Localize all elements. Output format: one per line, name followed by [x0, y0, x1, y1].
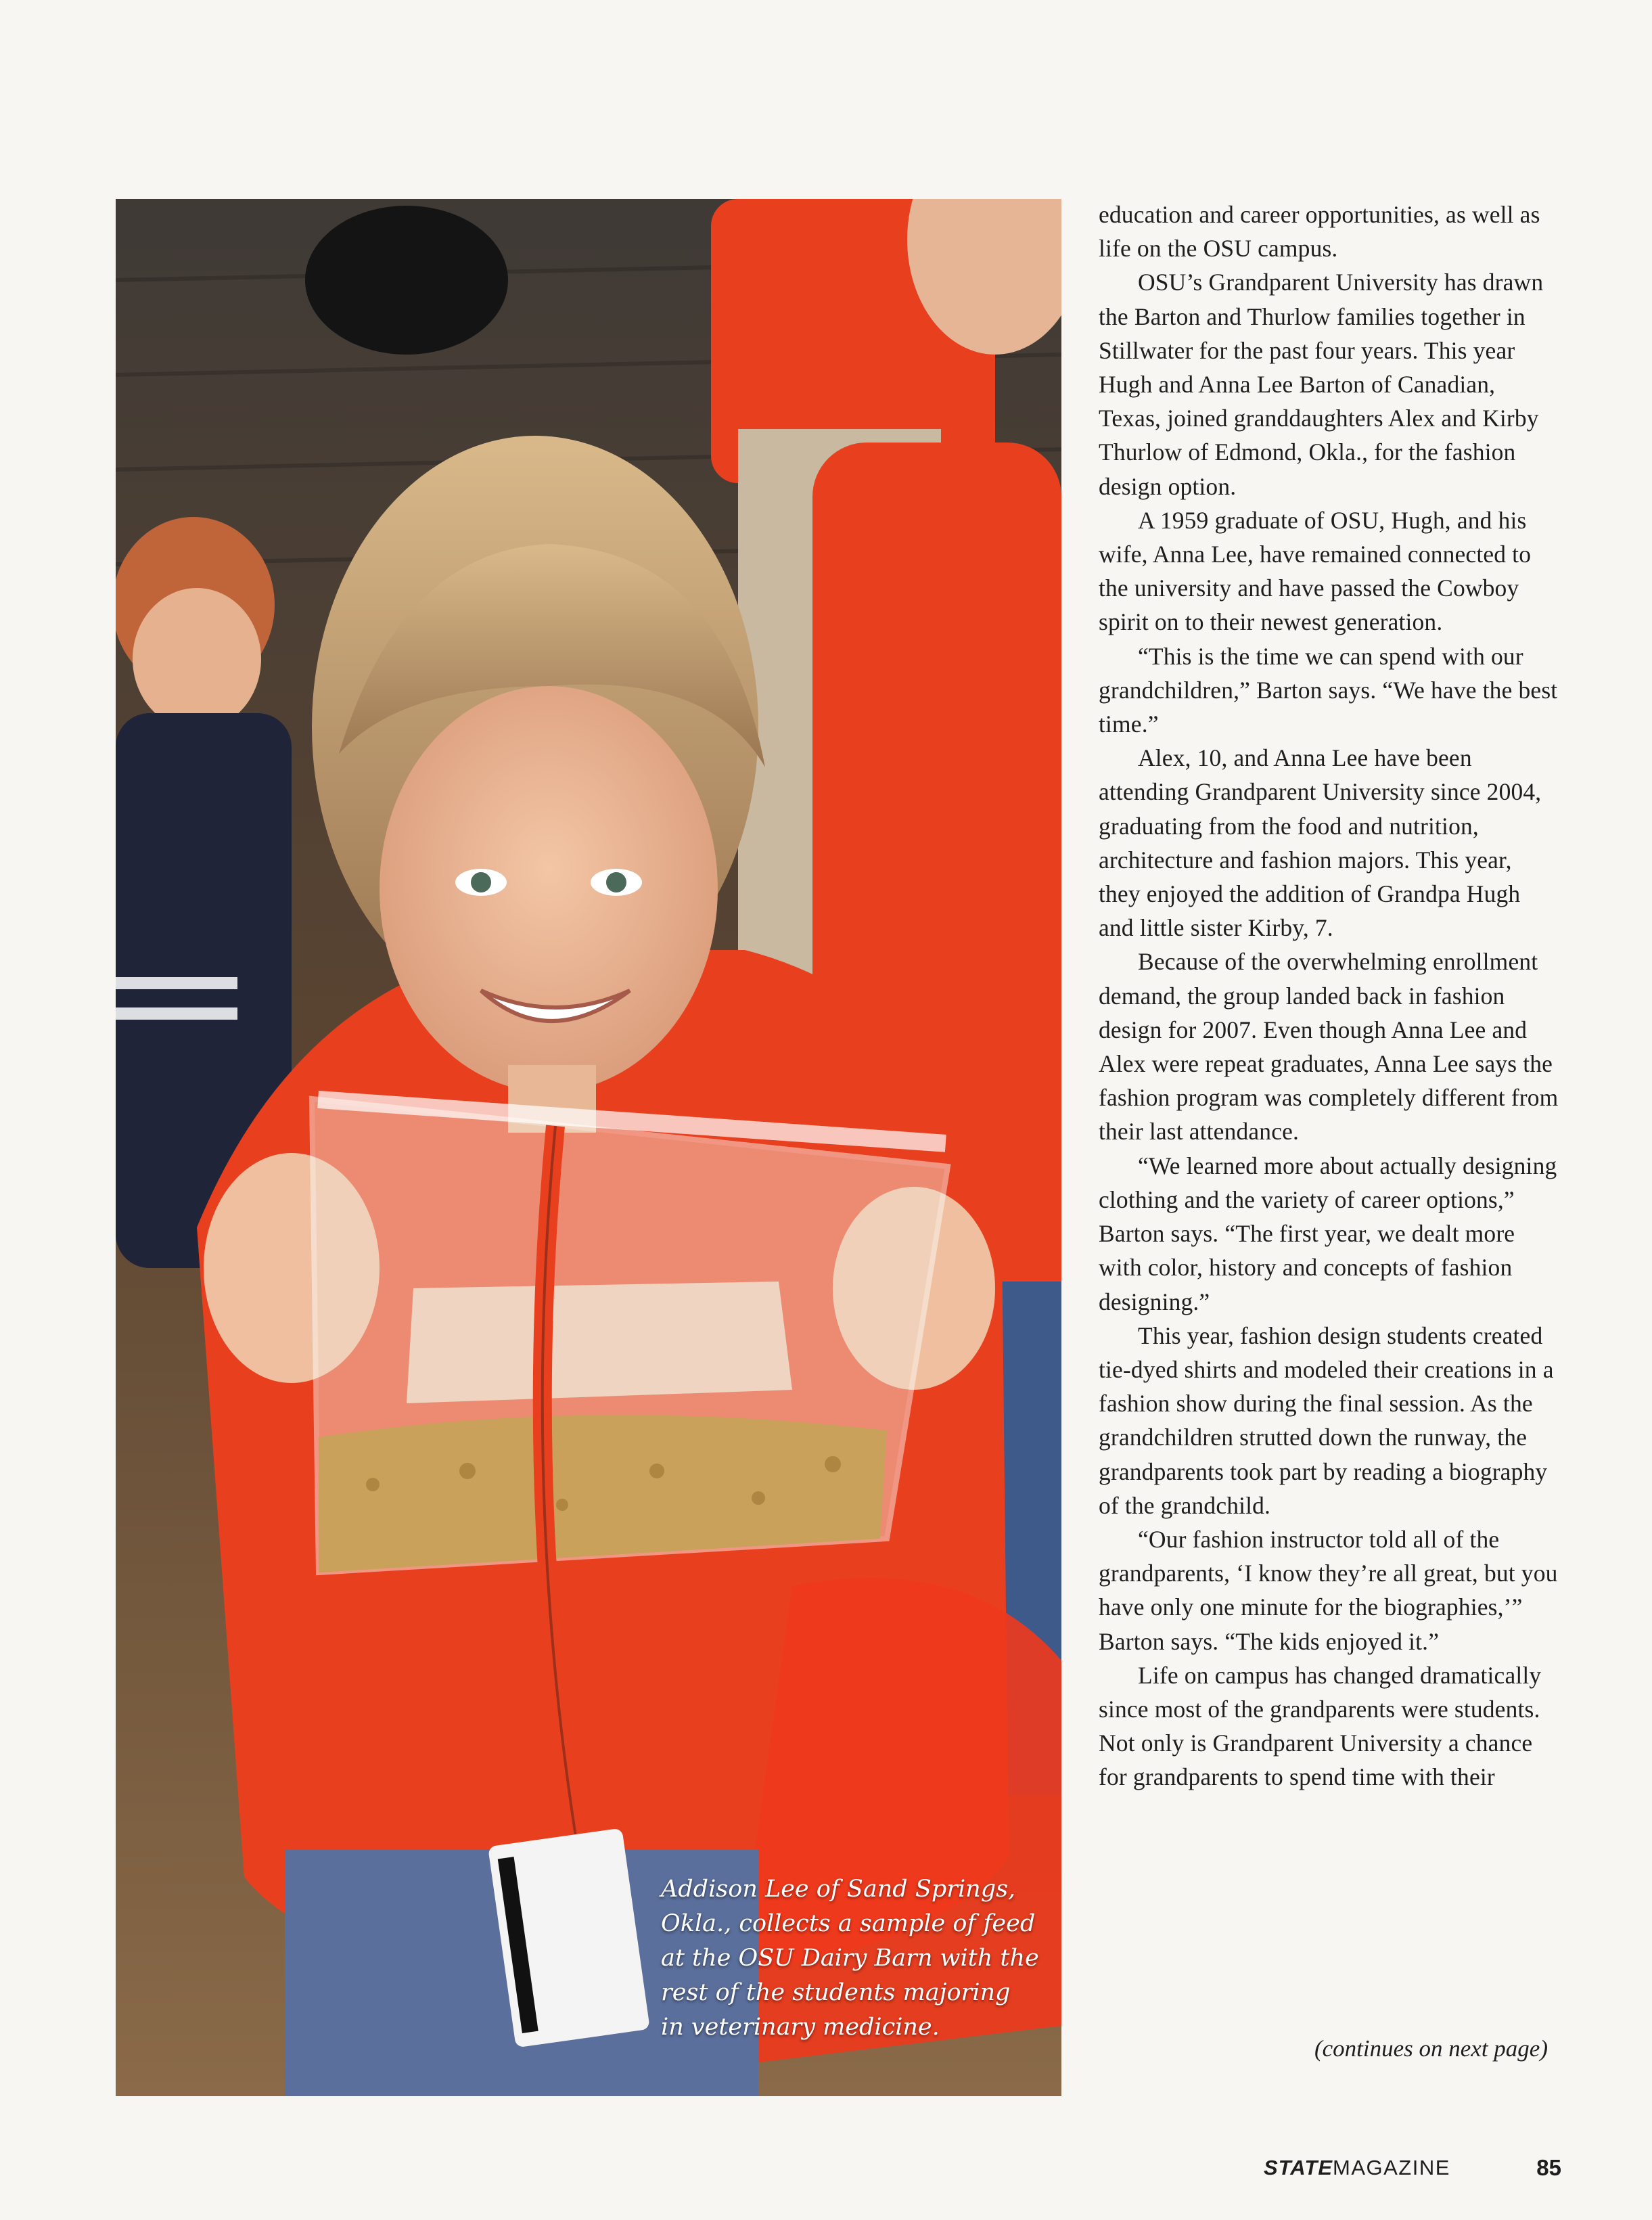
- article-paragraph: Because of the overwhelming enrollment demand, the group landed back in fashion design for 2007. Even though Anna Lee and Alex were repeat graduates, Anna Lee says the fashion program was completely different from their last attendance.: [1099, 948, 1559, 1146]
- article-body: [1099, 198, 1559, 1794]
- article-paragraph: A 1959 graduate of OSU, Hugh, and his wife, Anna Lee, have remained connected to the university and have passed the Cowboy spirit on to their newest generation.: [1099, 506, 1532, 636]
- continued-note: (continues on next page): [1314, 2035, 1548, 2062]
- article-paragraph: education and career opportunities, as well as life on the OSU campus.: [1099, 201, 1540, 263]
- article-paragraph: Life on campus has changed dramatically since most of the grandparents were students. Not only is Grandparent University a chance for grandparents to spend time with their: [1099, 1661, 1542, 1791]
- article-paragraph: Alex, 10, and Anna Lee have been attending Grandparent University since 2004, graduating from the food and nutrition, architecture and fashion majors. This year, they enjoyed the addition of Grandpa Hugh and little sister Kirby, 7.: [1099, 744, 1542, 942]
- page-footer: [1264, 2154, 1561, 2181]
- article-paragraph: “We learned more about actually designing clothing and the variety of career options,” Barton says. “The first year, we dealt more with color, history and concepts of fashion designing.”: [1099, 1152, 1557, 1315]
- magazine-brand: STATE: [1264, 2156, 1333, 2179]
- article-photo: [116, 199, 1061, 2096]
- article-paragraph: This year, fashion design students created tie-dyed shirts and modeled their creations in a fashion show during the final session. As the grandchildren strutted down the runway, the grandparents took part by reading a biography of the grandchild.: [1099, 1321, 1554, 1519]
- magazine-name: MAGAZINE: [1333, 2156, 1450, 2179]
- article-paragraph: “This is the time we can spend with our grandchildren,” Barton says. “We have the best time.”: [1099, 642, 1558, 738]
- article-paragraph: OSU’s Grandparent University has drawn the Barton and Thurlow families together in Stillwater for the past four years. This year Hugh and Anna Lee Barton of Canadian, Texas, joined granddaughters Alex and Kirby Thurlow of Edmond, Okla., for the fashion design option.: [1099, 269, 1544, 500]
- photo-illustration: [116, 199, 1061, 2096]
- photo-caption: Addison Lee of Sand Springs, Okla., collects a sample of feed at the OSU Dairy Barn with the rest of the students majoring in veterinary medicine.: [661, 1876, 1039, 2041]
- article-paragraph: “Our fashion instructor told all of the grandparents, ‘I know they’re all great, but you have only one minute for the biographies,’” Barton says. “The kids enjoyed it.”: [1099, 1525, 1558, 1655]
- page-number: 85: [1536, 2155, 1561, 2180]
